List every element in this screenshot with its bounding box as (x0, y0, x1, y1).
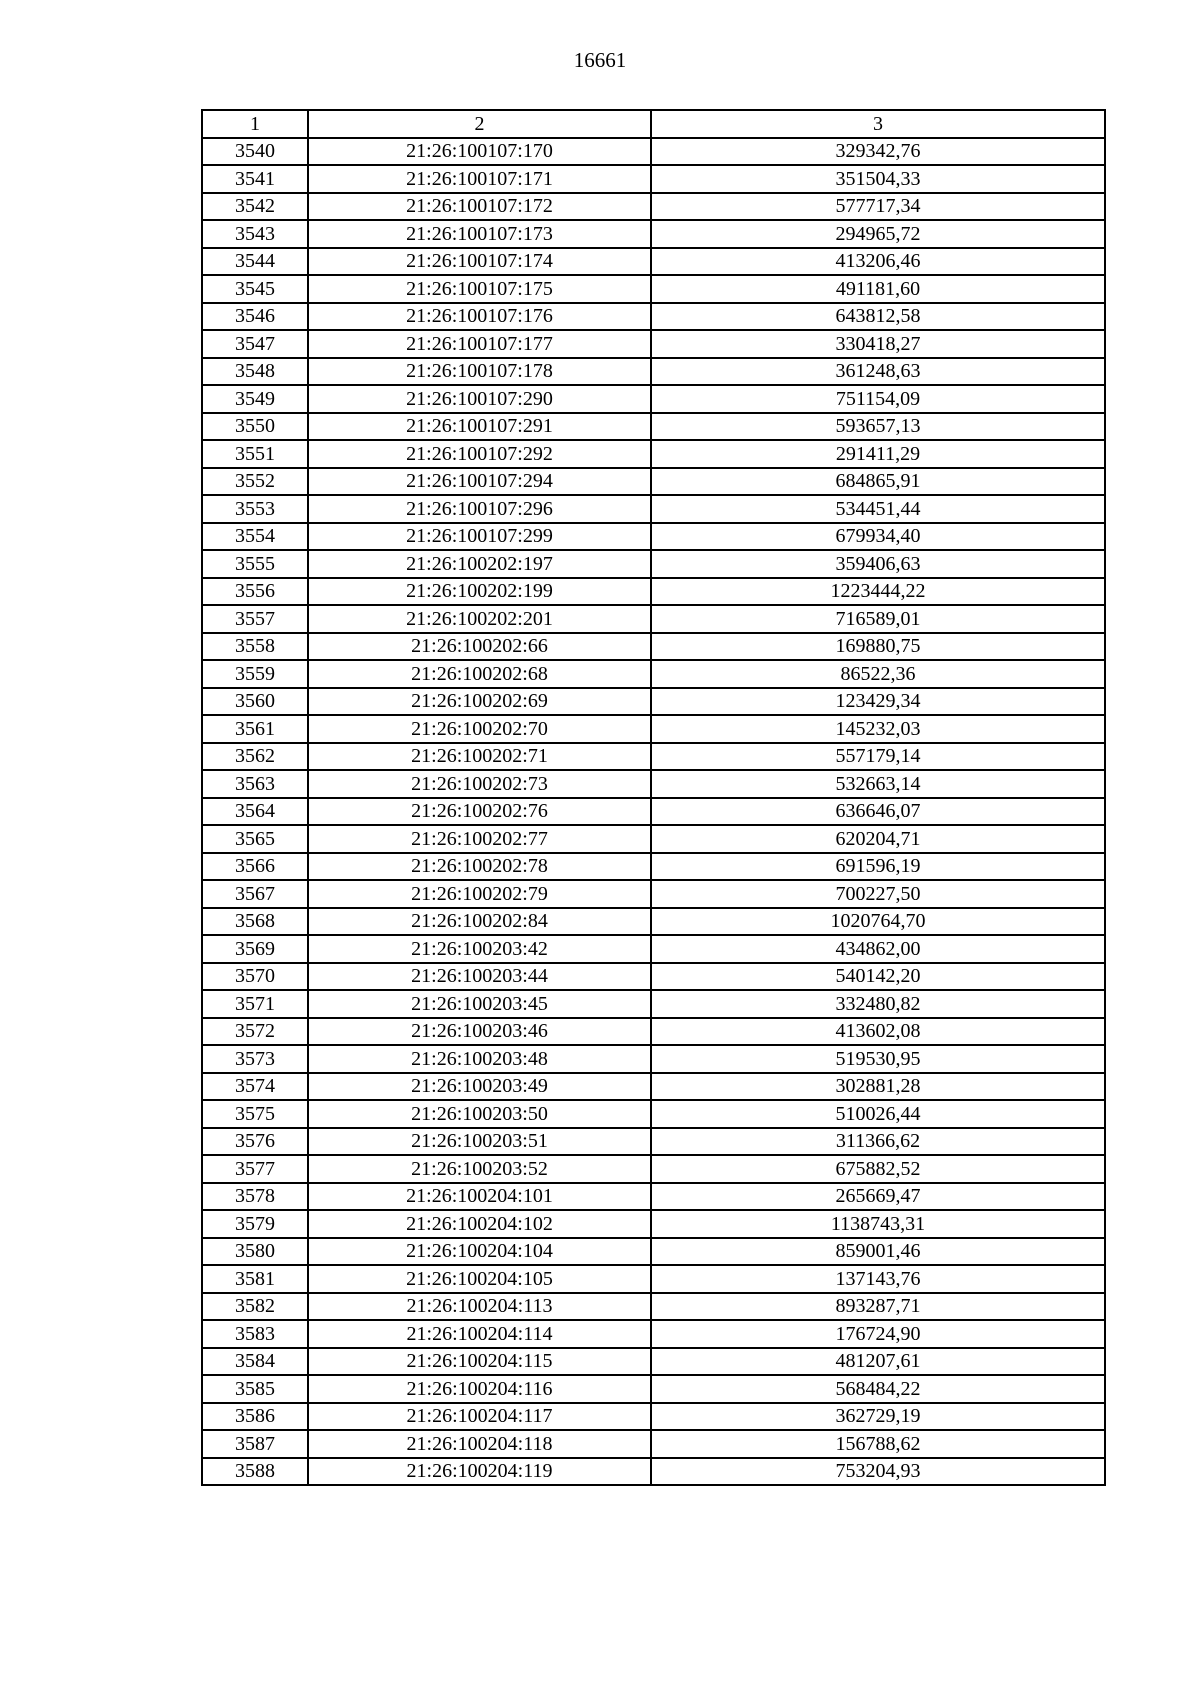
table-row (202, 853, 1105, 881)
table-row (202, 578, 1105, 606)
table-row (202, 193, 1105, 221)
table-row (202, 1320, 1105, 1348)
table-row (202, 798, 1105, 826)
table-row (202, 1348, 1105, 1376)
row-number-cell: 3542 (202, 193, 308, 221)
cadastral-number-cell: 21:26:100202:66 (308, 633, 651, 661)
cadastral-number-cell: 21:26:100204:105 (308, 1265, 651, 1293)
cadastral-number-cell: 21:26:100107:174 (308, 248, 651, 276)
cadastral-number-cell: 21:26:100204:116 (308, 1375, 651, 1403)
row-number-cell: 3579 (202, 1210, 308, 1238)
row-number-cell: 3541 (202, 165, 308, 193)
row-number-cell: 3543 (202, 220, 308, 248)
value-cell: 302881,28 (651, 1073, 1105, 1101)
table-row (202, 743, 1105, 771)
row-number-cell: 3559 (202, 660, 308, 688)
row-number-cell: 3571 (202, 990, 308, 1018)
row-number-cell: 3580 (202, 1238, 308, 1266)
cadastral-number-cell: 21:26:100204:113 (308, 1293, 651, 1321)
value-cell: 491181,60 (651, 275, 1105, 303)
cadastral-number-cell: 21:26:100204:118 (308, 1430, 651, 1458)
value-cell: 481207,61 (651, 1348, 1105, 1376)
row-number-cell: 3568 (202, 908, 308, 936)
value-cell: 359406,63 (651, 550, 1105, 578)
table-header-row (202, 110, 1105, 138)
cadastral-number-cell: 21:26:100202:76 (308, 798, 651, 826)
row-number-cell: 3545 (202, 275, 308, 303)
value-cell: 751154,09 (651, 385, 1105, 413)
cadastral-number-cell: 21:26:100202:73 (308, 770, 651, 798)
table-row (202, 413, 1105, 441)
table-row (202, 1265, 1105, 1293)
cadastral-number-cell: 21:26:100203:45 (308, 990, 651, 1018)
cadastral-number-cell: 21:26:100107:176 (308, 303, 651, 331)
value-cell: 123429,34 (651, 688, 1105, 716)
table-row (202, 523, 1105, 551)
row-number-cell: 3561 (202, 715, 308, 743)
value-cell: 434862,00 (651, 935, 1105, 963)
row-number-cell: 3584 (202, 1348, 308, 1376)
table-row (202, 688, 1105, 716)
table-row (202, 1155, 1105, 1183)
value-cell: 176724,90 (651, 1320, 1105, 1348)
table-body (202, 138, 1105, 1486)
row-number-cell: 3565 (202, 825, 308, 853)
cadastral-number-cell: 21:26:100203:44 (308, 963, 651, 991)
row-number-cell: 3547 (202, 330, 308, 358)
value-cell: 361248,63 (651, 358, 1105, 386)
table-row (202, 1183, 1105, 1211)
table-row (202, 908, 1105, 936)
table-row (202, 330, 1105, 358)
cadastral-number-cell: 21:26:100204:102 (308, 1210, 651, 1238)
row-number-cell: 3569 (202, 935, 308, 963)
value-cell: 534451,44 (651, 495, 1105, 523)
value-cell: 893287,71 (651, 1293, 1105, 1321)
cadastral-number-cell: 21:26:100107:172 (308, 193, 651, 221)
cadastral-number-cell: 21:26:100107:290 (308, 385, 651, 413)
cadastral-number-cell: 21:26:100107:178 (308, 358, 651, 386)
cadastral-number-cell: 21:26:100204:114 (308, 1320, 651, 1348)
row-number-cell: 3557 (202, 605, 308, 633)
row-number-cell: 3554 (202, 523, 308, 551)
table-row (202, 358, 1105, 386)
value-cell: 620204,71 (651, 825, 1105, 853)
registry-table (201, 109, 1106, 1486)
row-number-cell: 3587 (202, 1430, 308, 1458)
row-number-cell: 3552 (202, 468, 308, 496)
value-cell: 643812,58 (651, 303, 1105, 331)
table-row (202, 1045, 1105, 1073)
cadastral-number-cell: 21:26:100202:71 (308, 743, 651, 771)
cadastral-number-cell: 21:26:100202:79 (308, 880, 651, 908)
cadastral-number-cell: 21:26:100107:299 (308, 523, 651, 551)
value-cell: 1020764,70 (651, 908, 1105, 936)
table-row (202, 1128, 1105, 1156)
row-number-cell: 3544 (202, 248, 308, 276)
value-cell: 700227,50 (651, 880, 1105, 908)
table-row (202, 633, 1105, 661)
row-number-cell: 3540 (202, 138, 308, 166)
row-number-cell: 3560 (202, 688, 308, 716)
cadastral-number-cell: 21:26:100203:50 (308, 1100, 651, 1128)
table-row (202, 1403, 1105, 1431)
row-number-cell: 3549 (202, 385, 308, 413)
cadastral-number-cell: 21:26:100107:175 (308, 275, 651, 303)
value-cell: 311366,62 (651, 1128, 1105, 1156)
value-cell: 675882,52 (651, 1155, 1105, 1183)
table-row (202, 1293, 1105, 1321)
row-number-cell: 3556 (202, 578, 308, 606)
value-cell: 413206,46 (651, 248, 1105, 276)
cadastral-number-cell: 21:26:100107:294 (308, 468, 651, 496)
cadastral-number-cell: 21:26:100107:173 (308, 220, 651, 248)
table-row (202, 275, 1105, 303)
table-row (202, 1458, 1105, 1486)
value-cell: 753204,93 (651, 1458, 1105, 1486)
cadastral-number-cell: 21:26:100202:68 (308, 660, 651, 688)
value-cell: 532663,14 (651, 770, 1105, 798)
row-number-cell: 3586 (202, 1403, 308, 1431)
value-cell: 679934,40 (651, 523, 1105, 551)
cadastral-number-cell: 21:26:100204:117 (308, 1403, 651, 1431)
table-row (202, 165, 1105, 193)
table-row (202, 495, 1105, 523)
table-row (202, 963, 1105, 991)
value-cell: 691596,19 (651, 853, 1105, 881)
row-number-cell: 3564 (202, 798, 308, 826)
table-row (202, 220, 1105, 248)
table-row (202, 1018, 1105, 1046)
cadastral-number-cell: 21:26:100202:69 (308, 688, 651, 716)
value-cell: 859001,46 (651, 1238, 1105, 1266)
table-row (202, 1073, 1105, 1101)
table-row (202, 770, 1105, 798)
value-cell: 413602,08 (651, 1018, 1105, 1046)
table-row (202, 660, 1105, 688)
value-cell: 169880,75 (651, 633, 1105, 661)
row-number-cell: 3566 (202, 853, 308, 881)
row-number-cell: 3574 (202, 1073, 308, 1101)
page-number: 16661 (573, 48, 627, 72)
table-row (202, 138, 1105, 166)
cadastral-number-cell: 21:26:100202:70 (308, 715, 651, 743)
row-number-cell: 3570 (202, 963, 308, 991)
cadastral-number-cell: 21:26:100203:52 (308, 1155, 651, 1183)
value-cell: 137143,76 (651, 1265, 1105, 1293)
row-number-cell: 3576 (202, 1128, 308, 1156)
value-cell: 716589,01 (651, 605, 1105, 633)
value-cell: 557179,14 (651, 743, 1105, 771)
table-row (202, 385, 1105, 413)
row-number-cell: 3582 (202, 1293, 308, 1321)
value-cell: 265669,47 (651, 1183, 1105, 1211)
value-cell: 568484,22 (651, 1375, 1105, 1403)
row-number-cell: 3575 (202, 1100, 308, 1128)
table-row (202, 1210, 1105, 1238)
value-cell: 291411,29 (651, 440, 1105, 468)
column-header-2: 2 (308, 110, 651, 138)
cadastral-number-cell: 21:26:100204:119 (308, 1458, 651, 1486)
row-number-cell: 3583 (202, 1320, 308, 1348)
row-number-cell: 3562 (202, 743, 308, 771)
table-row (202, 1100, 1105, 1128)
table-row (202, 880, 1105, 908)
cadastral-number-cell: 21:26:100107:170 (308, 138, 651, 166)
cadastral-number-cell: 21:26:100202:77 (308, 825, 651, 853)
row-number-cell: 3550 (202, 413, 308, 441)
row-number-cell: 3555 (202, 550, 308, 578)
table-row (202, 990, 1105, 1018)
table-row (202, 550, 1105, 578)
cadastral-number-cell: 21:26:100203:48 (308, 1045, 651, 1073)
table-row (202, 303, 1105, 331)
cadastral-number-cell: 21:26:100204:101 (308, 1183, 651, 1211)
row-number-cell: 3585 (202, 1375, 308, 1403)
cadastral-number-cell: 21:26:100204:115 (308, 1348, 651, 1376)
row-number-cell: 3548 (202, 358, 308, 386)
row-number-cell: 3572 (202, 1018, 308, 1046)
row-number-cell: 3546 (202, 303, 308, 331)
cadastral-number-cell: 21:26:100202:84 (308, 908, 651, 936)
value-cell: 1223444,22 (651, 578, 1105, 606)
row-number-cell: 3578 (202, 1183, 308, 1211)
value-cell: 330418,27 (651, 330, 1105, 358)
cadastral-number-cell: 21:26:100107:296 (308, 495, 651, 523)
row-number-cell: 3551 (202, 440, 308, 468)
value-cell: 577717,34 (651, 193, 1105, 221)
cadastral-number-cell: 21:26:100203:49 (308, 1073, 651, 1101)
cadastral-number-cell: 21:26:100107:171 (308, 165, 651, 193)
value-cell: 1138743,31 (651, 1210, 1105, 1238)
cadastral-number-cell: 21:26:100202:201 (308, 605, 651, 633)
value-cell: 684865,91 (651, 468, 1105, 496)
column-header-1: 1 (202, 110, 308, 138)
table-row (202, 1238, 1105, 1266)
row-number-cell: 3553 (202, 495, 308, 523)
cadastral-number-cell: 21:26:100202:78 (308, 853, 651, 881)
row-number-cell: 3558 (202, 633, 308, 661)
cadastral-number-cell: 21:26:100203:51 (308, 1128, 651, 1156)
value-cell: 510026,44 (651, 1100, 1105, 1128)
cadastral-number-cell: 21:26:100107:292 (308, 440, 651, 468)
value-cell: 362729,19 (651, 1403, 1105, 1431)
value-cell: 636646,07 (651, 798, 1105, 826)
value-cell: 86522,36 (651, 660, 1105, 688)
value-cell: 156788,62 (651, 1430, 1105, 1458)
table-row (202, 935, 1105, 963)
cadastral-number-cell: 21:26:100203:46 (308, 1018, 651, 1046)
value-cell: 294965,72 (651, 220, 1105, 248)
row-number-cell: 3588 (202, 1458, 308, 1486)
cadastral-number-cell: 21:26:100202:199 (308, 578, 651, 606)
row-number-cell: 3581 (202, 1265, 308, 1293)
cadastral-number-cell: 21:26:100107:291 (308, 413, 651, 441)
value-cell: 145232,03 (651, 715, 1105, 743)
value-cell: 593657,13 (651, 413, 1105, 441)
cadastral-number-cell: 21:26:100107:177 (308, 330, 651, 358)
table-row (202, 1430, 1105, 1458)
table-row (202, 605, 1105, 633)
row-number-cell: 3577 (202, 1155, 308, 1183)
table-row (202, 1375, 1105, 1403)
value-cell: 540142,20 (651, 963, 1105, 991)
column-header-3: 3 (651, 110, 1105, 138)
row-number-cell: 3567 (202, 880, 308, 908)
table-row (202, 440, 1105, 468)
value-cell: 351504,33 (651, 165, 1105, 193)
table-row (202, 715, 1105, 743)
value-cell: 332480,82 (651, 990, 1105, 1018)
value-cell: 519530,95 (651, 1045, 1105, 1073)
cadastral-number-cell: 21:26:100204:104 (308, 1238, 651, 1266)
cadastral-number-cell: 21:26:100202:197 (308, 550, 651, 578)
table-row (202, 468, 1105, 496)
table-row (202, 825, 1105, 853)
row-number-cell: 3573 (202, 1045, 308, 1073)
table-row (202, 248, 1105, 276)
row-number-cell: 3563 (202, 770, 308, 798)
value-cell: 329342,76 (651, 138, 1105, 166)
cadastral-number-cell: 21:26:100203:42 (308, 935, 651, 963)
